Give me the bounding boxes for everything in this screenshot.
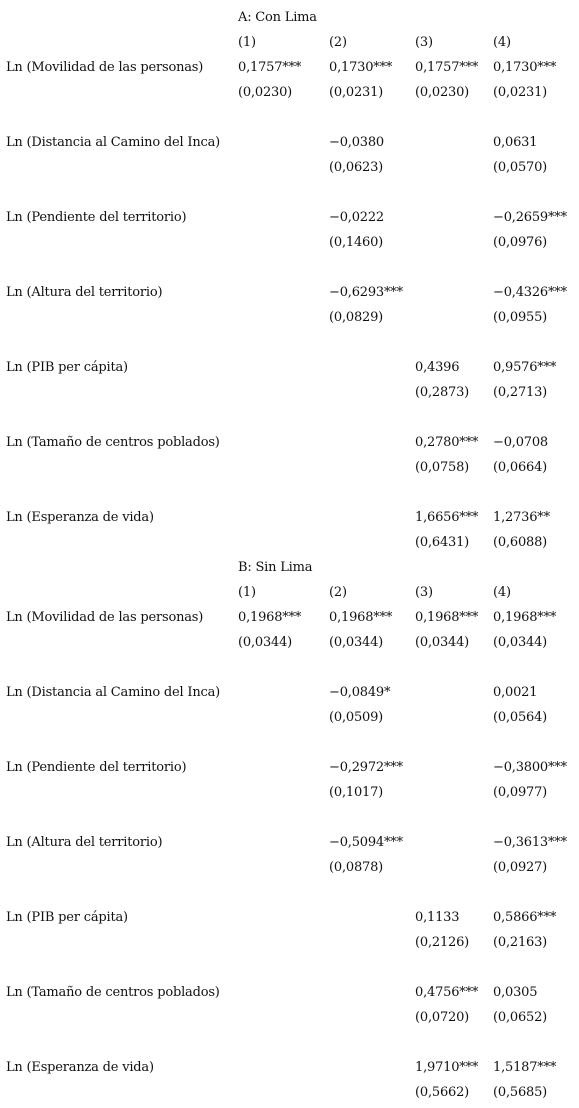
std-error-cell: (0,0231) [329,85,384,100]
variable-label: Ln (Distancia al Camino del Inca) [6,685,221,700]
coefficient-cell: 1,5187*** [493,1060,557,1075]
column-header: (2) [329,585,347,600]
column-header: (3) [415,585,433,600]
std-error-cell: (0,2713) [493,385,548,400]
coefficient-cell: 0,5866*** [493,910,557,925]
std-error-cell: (0,0976) [493,235,548,250]
coefficient-cell: 0,0631 [493,135,538,150]
std-error-cell: (0,0564) [493,710,548,725]
std-error-cell: (0,0570) [493,160,548,175]
std-error-cell: (0,6431) [415,535,470,550]
std-error-cell: (0,0977) [493,785,548,800]
variable-label: Ln (Tamaño de centros poblados) [6,435,220,450]
std-error-cell: (0,0230) [415,85,470,100]
std-error-cell: (0,6088) [493,535,548,550]
std-error-cell: (0,0927) [493,860,548,875]
std-error-cell: (0,0878) [329,860,384,875]
std-error-cell: (0,0344) [238,635,293,650]
column-header: (4) [493,585,511,600]
std-error-cell: (0,0344) [329,635,384,650]
coefficient-cell: 0,2780*** [415,435,479,450]
coefficient-cell: 1,9710*** [415,1060,479,1075]
std-error-cell: (0,1017) [329,785,384,800]
coefficient-cell: 0,1757*** [238,60,302,75]
coefficient-cell: 0,0305 [493,985,538,1000]
variable-label: Ln (Movilidad de las personas) [6,610,204,625]
std-error-cell: (0,5662) [415,1085,470,1100]
coefficient-cell: 0,1133 [415,910,460,925]
std-error-cell: (0,0623) [329,160,384,175]
coefficient-cell: −0,6293*** [329,285,403,300]
coefficient-cell: 0,0021 [493,685,538,700]
coefficient-cell: 1,2736** [493,510,550,525]
variable-label: Ln (Esperanza de vida) [6,510,154,525]
variable-label: Ln (Tamaño de centros poblados) [6,985,220,1000]
std-error-cell: (0,2126) [415,935,470,950]
std-error-cell: (0,0829) [329,310,384,325]
std-error-cell: (0,0758) [415,460,470,475]
std-error-cell: (0,5685) [493,1085,548,1100]
panel-title: A: Con Lima [238,10,317,25]
std-error-cell: (0,0344) [415,635,470,650]
coefficient-cell: 1,6656*** [415,510,479,525]
variable-label: Ln (Esperanza de vida) [6,1060,154,1075]
std-error-cell: (0,0720) [415,1010,470,1025]
coefficient-cell: −0,3613*** [493,835,567,850]
variable-label: Ln (PIB per cápita) [6,360,128,375]
column-header: (1) [238,35,256,50]
std-error-cell: (0,2163) [493,935,548,950]
coefficient-cell: −0,0380 [329,135,384,150]
variable-label: Ln (Altura del territorio) [6,285,163,300]
panel-title: B: Sin Lima [238,560,313,575]
variable-label: Ln (PIB per cápita) [6,910,128,925]
coefficient-cell: 0,1968*** [329,610,393,625]
coefficient-cell: 0,1730*** [493,60,557,75]
variable-label: Ln (Movilidad de las personas) [6,60,204,75]
std-error-cell: (0,1460) [329,235,384,250]
coefficient-cell: 0,1968*** [415,610,479,625]
variable-label: Ln (Pendiente del territorio) [6,210,187,225]
coefficient-cell: −0,0849* [329,685,391,700]
coefficient-cell: 0,1730*** [329,60,393,75]
std-error-cell: (0,0230) [238,85,293,100]
coefficient-cell: 0,1968*** [493,610,557,625]
variable-label: Ln (Altura del territorio) [6,835,163,850]
std-error-cell: (0,0344) [493,635,548,650]
coefficient-cell: 0,4756*** [415,985,479,1000]
coefficient-cell: −0,2659*** [493,210,567,225]
std-error-cell: (0,0955) [493,310,548,325]
coefficient-cell: −0,3800*** [493,760,567,775]
coefficient-cell: −0,0222 [329,210,384,225]
std-error-cell: (0,0509) [329,710,384,725]
std-error-cell: (0,0664) [493,460,548,475]
coefficient-cell: 0,4396 [415,360,460,375]
coefficient-cell: −0,2972*** [329,760,403,775]
coefficient-cell: −0,0708 [493,435,548,450]
variable-label: Ln (Pendiente del territorio) [6,760,187,775]
coefficient-cell: 0,1757*** [415,60,479,75]
coefficient-cell: −0,4326*** [493,285,567,300]
coefficient-cell: −0,5094*** [329,835,403,850]
column-header: (2) [329,35,347,50]
variable-label: Ln (Distancia al Camino del Inca) [6,135,221,150]
std-error-cell: (0,0652) [493,1010,548,1025]
column-header: (1) [238,585,256,600]
std-error-cell: (0,2873) [415,385,470,400]
std-error-cell: (0,0231) [493,85,548,100]
column-header: (4) [493,35,511,50]
coefficient-cell: 0,1968*** [238,610,302,625]
column-header: (3) [415,35,433,50]
coefficient-cell: 0,9576*** [493,360,557,375]
